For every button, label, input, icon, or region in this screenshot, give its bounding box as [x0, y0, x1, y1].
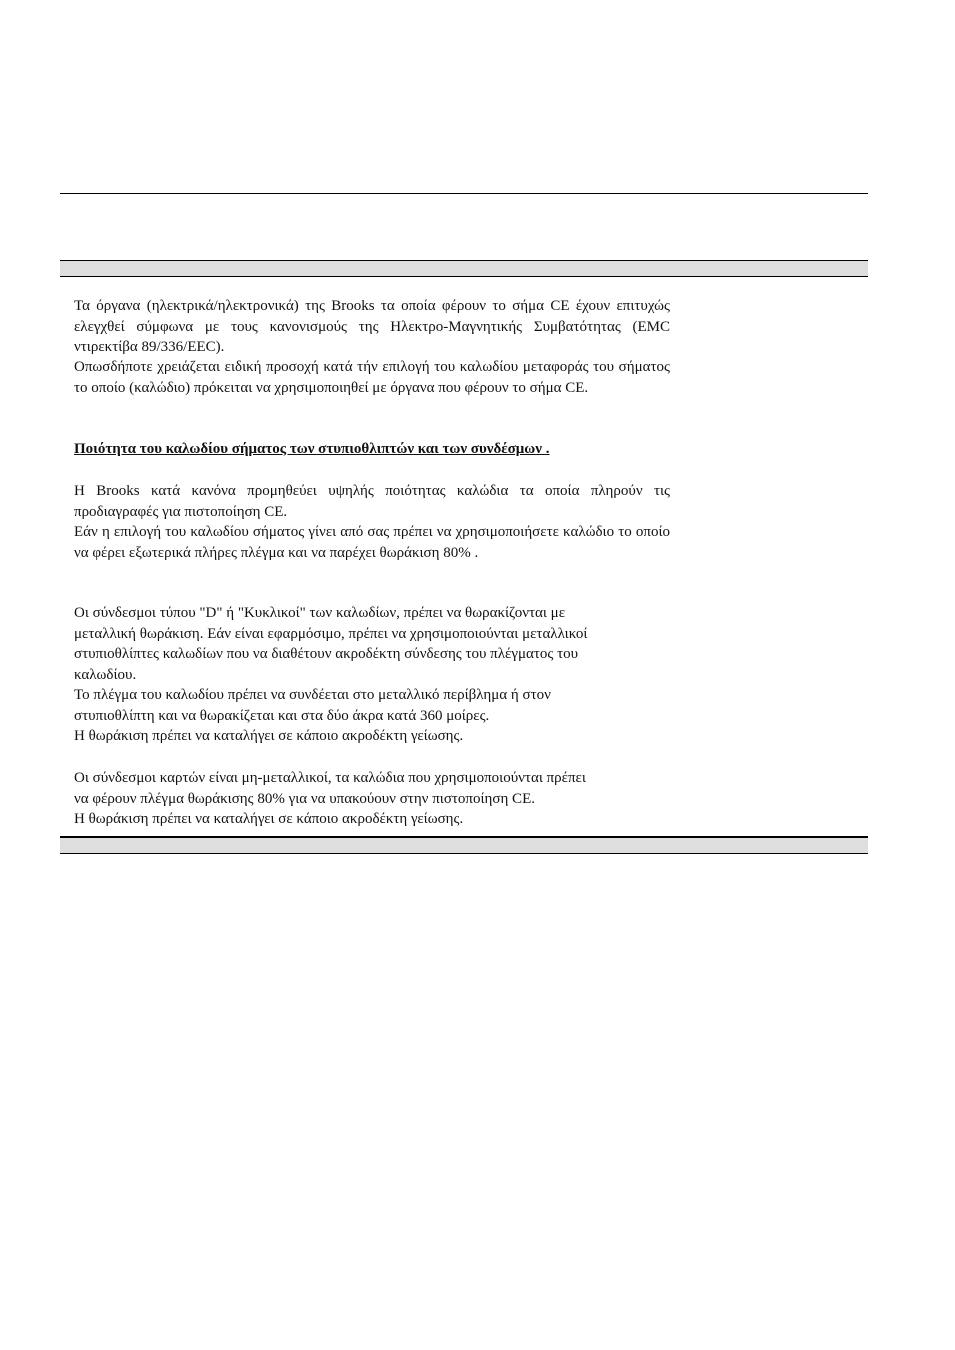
- text-line: καλωδίου.: [74, 666, 137, 683]
- text-line: στυπιοθλίπτη και να θωρακίζεται και στα δύο άκρα κατά 360 μοίρες.: [74, 707, 490, 724]
- text-line: στυπιοθλίπτες καλωδίων που να διαθέτουν ακροδέκτη σύνδεσης του πλέγματος του: [74, 646, 579, 662]
- section-bottom-bar: [60, 836, 868, 854]
- quality-paragraph-1: Η Brooks κατά κανόνα προμηθεύει υψηλής ποιότητας καλώδια τα οποία πληρούν τις προδιαγραφές για πιστοποίηση CE.: [74, 483, 670, 520]
- text-line: Η θωράκιση πρέπει να καταλήγει σε κάποιο ακροδέκτη γείωσης.: [74, 728, 464, 744]
- section-heading: Ποιότητα του καλωδίου σήματος των στυπιοθλιπτών και των συνδέσμων .: [74, 441, 550, 457]
- text-line: μεταλλική θωράκιση. Εάν είναι εφαρμόσιμο, πρέπει να χρησιμοποιούνται μεταλλικοί: [74, 625, 588, 642]
- text-line: να φέρουν πλέγμα θωράκισης 80% για να υπακούουν στην πιστοποίηση CE.: [74, 790, 535, 807]
- text-line: Το πλέγμα του καλωδίου πρέπει να συνδέεται στο μεταλλικό περίβλημα ή στον: [74, 687, 551, 703]
- section-top-bar: [60, 260, 868, 277]
- card-connectors-paragraph: [74, 768, 670, 830]
- intro-paragraph-2: Οπωσδήποτε χρειάζεται ειδική προσοχή κατά τήν επιλογή του καλωδίου μεταφοράς του σήματος το οποίο (καλώδιο) πρόκειται να χρησιμοποιηθεί με όργανα που φέρουν το σήμα CE.: [74, 359, 670, 396]
- text-line: Οι σύνδεσμοι καρτών είναι μη-μεταλλικοί, τα καλώδια που χρησιμοποιούνται πρέπει: [74, 770, 586, 786]
- text-line: Η θωράκιση πρέπει να καταλήγει σε κάποιο ακροδέκτη γείωσης.: [74, 811, 464, 827]
- connectors-paragraph: [74, 603, 670, 747]
- text-line: Οι σύνδεσμοι τύπου "D" ή "Κυκλικοί" των καλωδίων, πρέπει να θωρακίζονται με: [74, 605, 566, 621]
- header-rule: [60, 193, 868, 194]
- intro-paragraph-1: Τα όργανα (ηλεκτρικά/ηλεκτρονικά) της Brooks τα οποία φέρουν το σήμα CE έχουν επιτυχώς ελεγχθεί σύμφωνα με τους κανονισμούς της Ηλεκτρο-Μαγνητικής Συμβατότητας (EMC ντιρεκτίβα 89/336/EEC).: [74, 298, 670, 355]
- quality-paragraph-2: Εάν η επιλογή του καλωδίου σήματος γίνει από σας πρέπει να χρησιμοποιήσετε καλώδιο το οποίο να φέρει εξωτερικά πλήρες πλέγμα και να παρέχει θωράκιση 80% .: [74, 524, 670, 561]
